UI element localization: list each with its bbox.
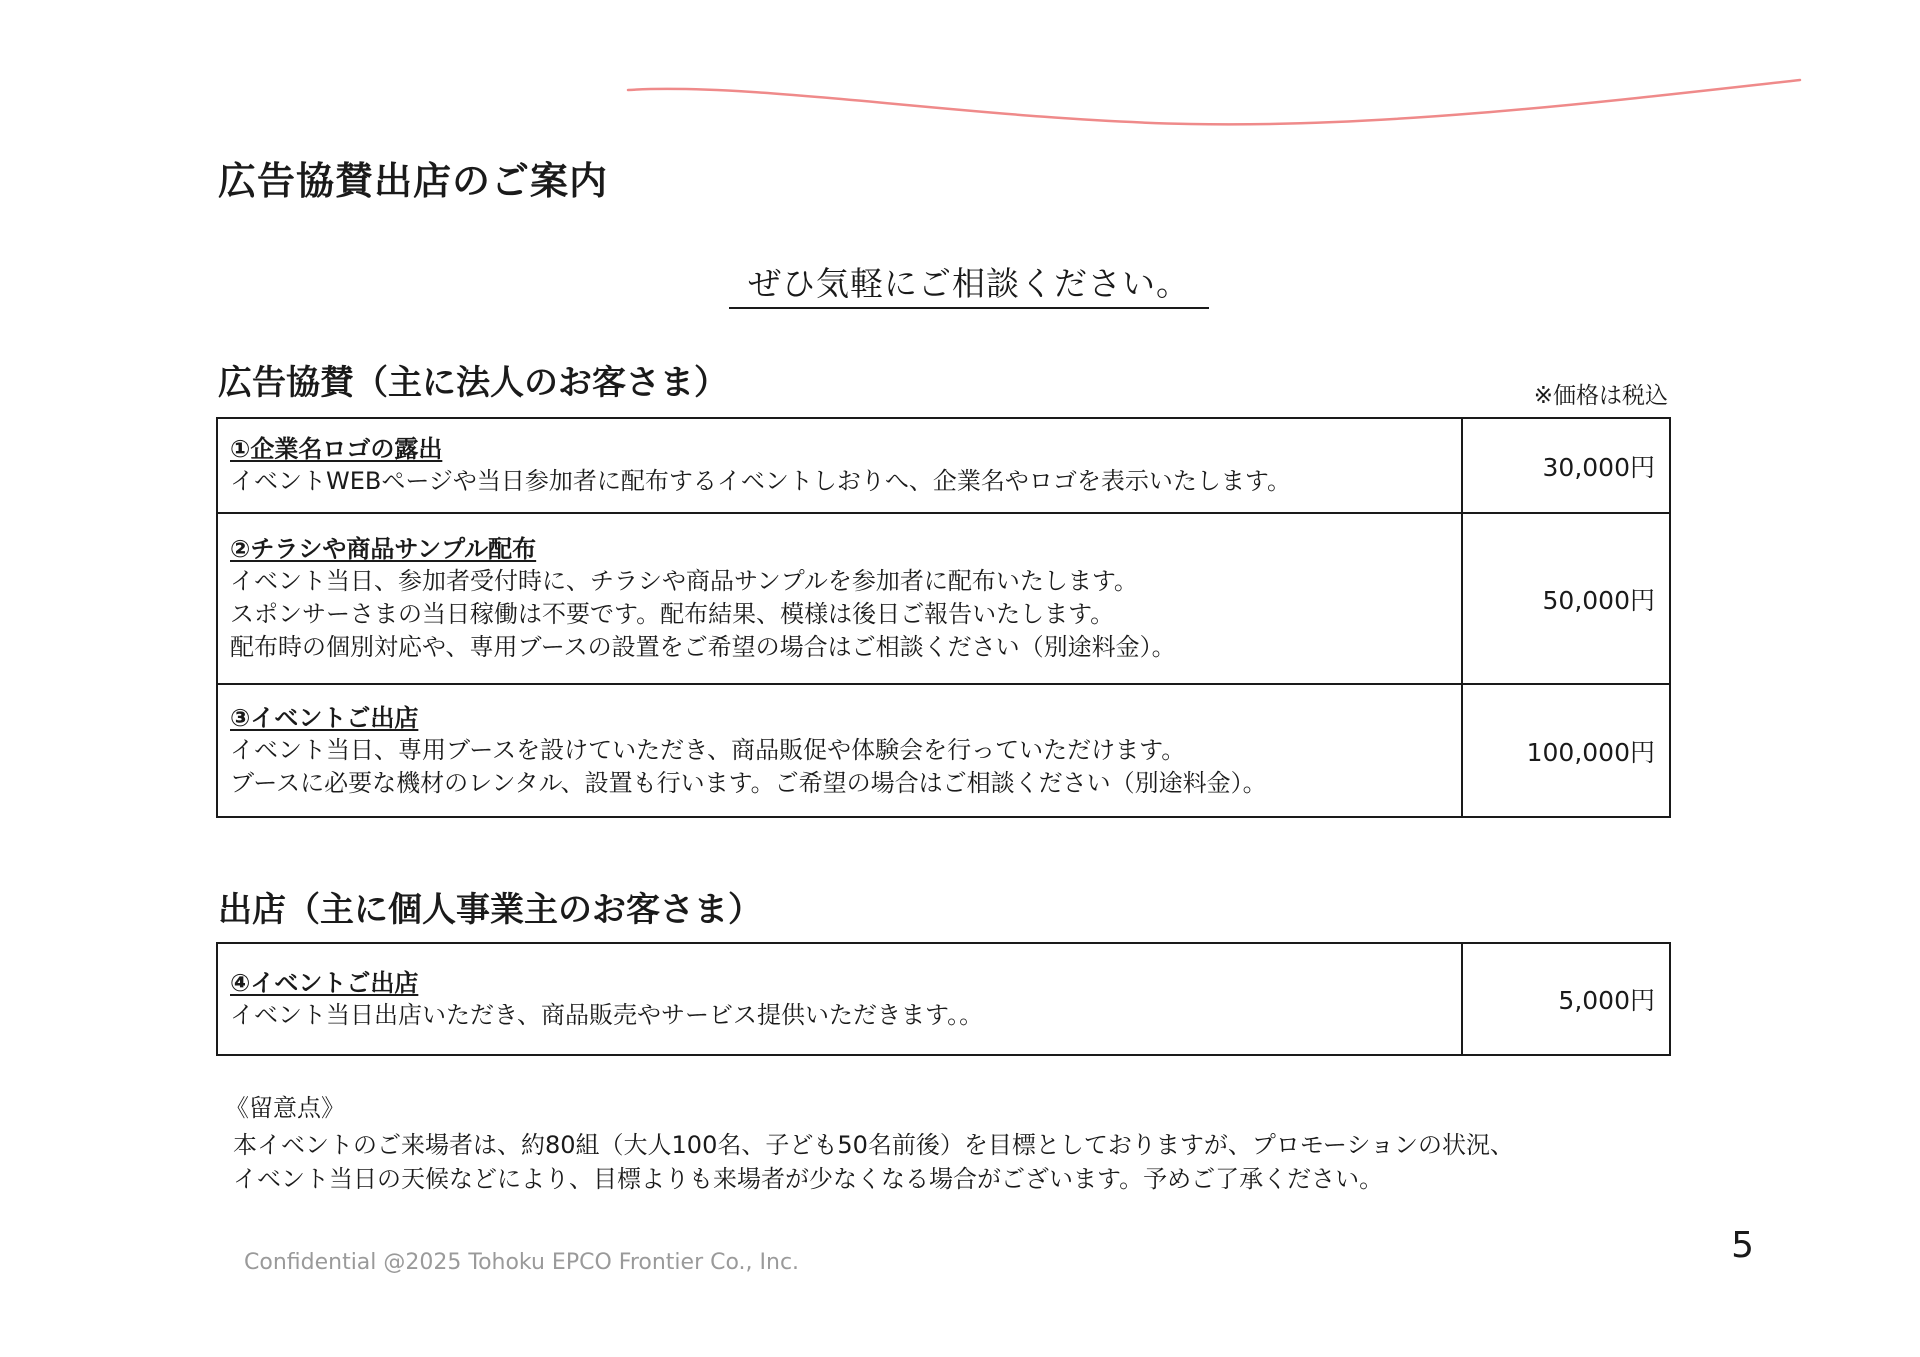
plan-price: 5,000円 <box>1462 943 1670 1055</box>
booth-section-heading: 出店（主に個人事業主のお客さま） <box>218 890 762 930</box>
plan-price: 50,000円 <box>1462 513 1670 684</box>
plan-description-line: ブースに必要な機材のレンタル、設置も行います。ご希望の場合はご相談ください（別途料金）。 <box>230 768 1267 797</box>
notes-body <box>233 1128 1514 1196</box>
notes-line: 本イベントのご来場者は、約80組（大人100名、子ども50名前後）を目標としておりますが、プロモーションの状況、 <box>233 1131 1514 1159</box>
decorative-wave <box>0 0 1920 160</box>
plan-description-line: イベント当日、参加者受付時に、チラシや商品サンプルを参加者に配布いたします。 <box>230 567 1138 595</box>
page-number: 5 <box>1731 1225 1754 1266</box>
plan-description-cell <box>217 684 1462 817</box>
table-row <box>217 943 1670 1055</box>
plan-description-line: スポンサーさまの当日稼働は不要です。配布結果、模様は後日ご報告いたします。 <box>230 600 1115 628</box>
plan-description-line: 配布時の個別対応や、専用ブースの設置をご希望の場合はご相談ください（別途料金）。 <box>230 633 1176 661</box>
plan-description-cell <box>217 418 1462 513</box>
tagline: ぜひ気軽にご相談ください。 <box>729 258 1209 309</box>
plan-price: 30,000円 <box>1462 418 1670 513</box>
booth-plan-table <box>216 942 1671 1056</box>
sponsor-plan-table <box>216 417 1671 818</box>
plan-name: ②チラシや商品サンプル配布 <box>230 535 537 563</box>
table-row <box>217 418 1670 513</box>
plan-description-line: イベント当日、専用ブースを設けていただき、商品販促や体験会を行っていただけます。 <box>230 735 1186 764</box>
plan-name: ③イベントご出店 <box>230 703 419 732</box>
page-title: 広告協賛出店のご案内 <box>218 159 609 203</box>
tax-note: ※価格は税込 <box>1533 383 1668 409</box>
notes-title: 《留意点》 <box>225 1094 345 1122</box>
plan-description-line: イベント当日出店いただき、商品販売やサービス提供いただきます。。 <box>230 1000 984 1029</box>
table-row <box>217 684 1670 817</box>
confidential-footer: Confidential @2025 Tohoku EPCO Frontier Co., Inc. <box>244 1250 800 1275</box>
plan-name: ①企業名ロゴの露出 <box>230 435 443 463</box>
table-row <box>217 513 1670 684</box>
plan-price: 100,000円 <box>1462 684 1670 817</box>
plan-name: ④イベントご出店 <box>230 968 419 997</box>
notes-line: イベント当日の天候などにより、目標よりも来場者が少なくなる場合がございます。予めご了承ください。 <box>233 1165 1384 1193</box>
sponsor-section-heading: 広告協賛（主に法人のお客さま） <box>218 363 728 403</box>
plan-description-line: イベントWEBページや当日参加者に配布するイベントしおりへ、企業名やロゴを表示いたします。 <box>230 467 1291 495</box>
plan-description-cell <box>217 943 1462 1055</box>
plan-description-cell <box>217 513 1462 684</box>
